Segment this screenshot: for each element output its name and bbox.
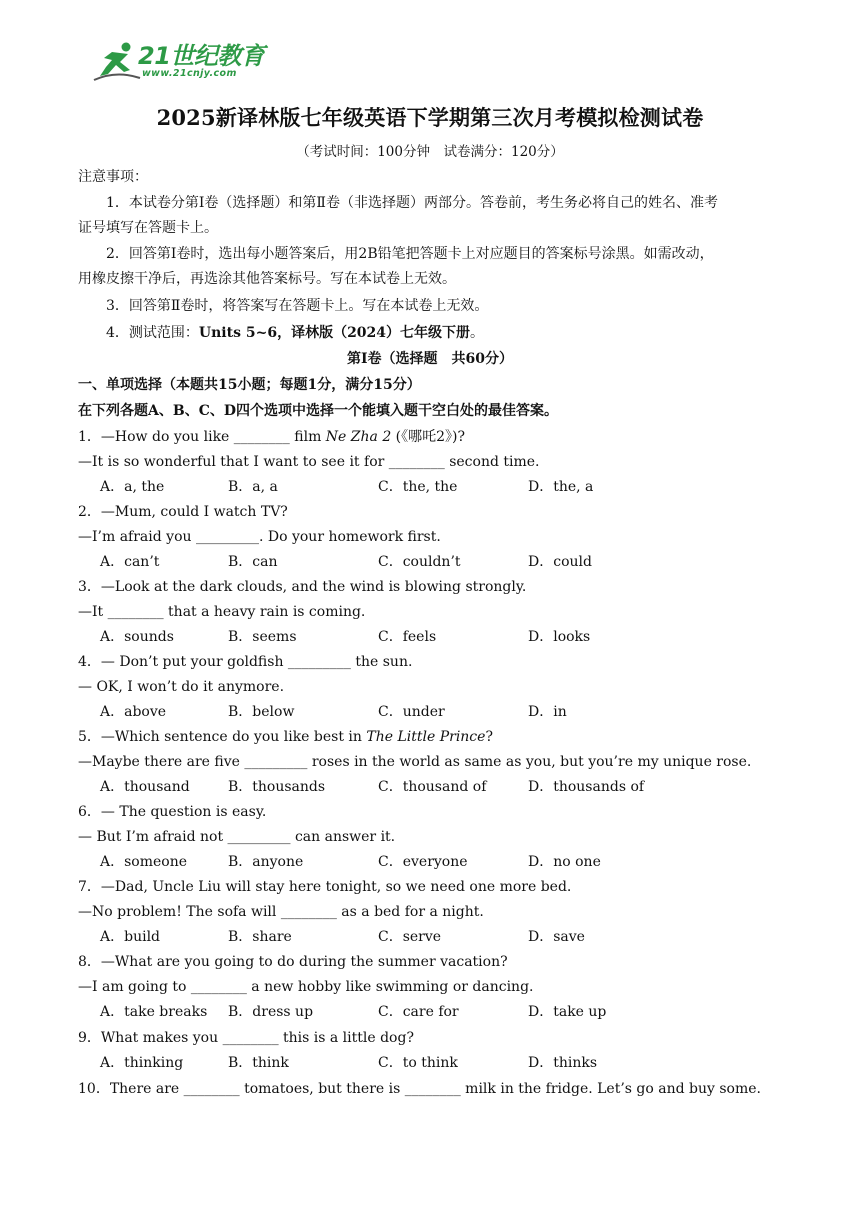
option-a[interactable]: A．build: [100, 929, 161, 945]
question-3-reply: —It ________ that a heavy rain is coming.: [78, 604, 366, 620]
logo-url: www.21cnjy.com: [142, 68, 237, 79]
notice-item-3: 3．回答第Ⅱ卷时，将答案写在答题卡上。写在本试卷上无效。: [106, 298, 489, 314]
option-b[interactable]: B．below: [228, 704, 295, 720]
option-b[interactable]: B．anyone: [228, 854, 304, 870]
option-a[interactable]: A．someone: [100, 854, 188, 870]
option-a[interactable]: A．can’t: [100, 554, 160, 570]
question-7-reply: —No problem! The sofa will ________ as a bed for a night.: [78, 904, 484, 920]
question-10: 10．There are ________ tomatoes, but there is ________ milk in the fridge. Let’s go and buy some.: [78, 1081, 761, 1097]
notice-item-1a: 1．本试卷分第Ⅰ卷（选择题）和第Ⅱ卷（非选择题）两部分。答卷前，考生务必将自己的姓名、准考: [106, 195, 718, 211]
question-2-reply: —I’m afraid you _________. Do your homework first.: [78, 529, 441, 545]
question-4: 4．— Don’t put your goldfish _________ the sun.: [78, 654, 413, 670]
part1-title: 第Ⅰ卷（选择题 共60分）: [346, 351, 514, 367]
notice-item-2a: 2．回答第Ⅰ卷时，选出每小题答案后，用2B铅笔把答题卡上对应题目的答案标号涂黑。如需改动，: [106, 246, 714, 262]
question-4-reply: — OK, I won’t do it anymore.: [78, 679, 285, 695]
option-d[interactable]: D．thinks: [528, 1055, 598, 1071]
option-c[interactable]: C．to think: [378, 1055, 458, 1071]
section1-heading: 一、单项选择（本题共15小题；每题1分，满分15分）: [78, 377, 421, 393]
option-c[interactable]: C．the, the: [378, 479, 458, 495]
option-c[interactable]: C．feels: [378, 629, 437, 645]
option-b[interactable]: B．share: [228, 929, 292, 945]
question-6-reply: — But I’m afraid not _________ can answer it.: [78, 829, 396, 845]
option-c[interactable]: C．everyone: [378, 854, 468, 870]
exam-info: （考试时间：100分钟 试卷满分：120分）: [296, 144, 564, 160]
option-c[interactable]: C．under: [378, 704, 445, 720]
option-a[interactable]: A．thousand: [100, 779, 190, 795]
option-b[interactable]: B．a, a: [228, 479, 278, 495]
question-8-reply: —I am going to ________ a new hobby like swimming or dancing.: [78, 979, 534, 995]
option-a[interactable]: A．sounds: [100, 629, 174, 645]
option-b[interactable]: B．can: [228, 554, 278, 570]
option-a[interactable]: A．above: [100, 704, 167, 720]
option-a[interactable]: A．a, the: [100, 479, 165, 495]
option-d[interactable]: D．could: [528, 554, 592, 570]
question-5: 5．—Which sentence do you like best in The Little Prince?: [78, 729, 493, 745]
option-b[interactable]: B．thousands: [228, 779, 326, 795]
question-2: 2．—Mum, could I watch TV?: [78, 504, 288, 520]
question-8: 8．—What are you going to do during the summer vacation?: [78, 954, 508, 970]
site-logo: [90, 40, 265, 84]
option-c[interactable]: C．thousand of: [378, 779, 487, 795]
question-9: 9．What makes you ________ this is a little dog?: [78, 1030, 414, 1046]
question-1: 1．—How do you like ________ film Ne Zha 2 (《哪吒2》)?: [78, 429, 466, 445]
option-c[interactable]: C．care for: [378, 1004, 459, 1020]
option-b[interactable]: B．dress up: [228, 1004, 314, 1020]
question-6: 6．— The question is easy.: [78, 804, 267, 820]
notice-item-1b: 证号填写在答题卡上。: [78, 220, 218, 236]
section1-instruction: 在下列各题A、B、C、D四个选项中选择一个能填入题干空白处的最佳答案。: [78, 403, 558, 419]
option-d[interactable]: D．looks: [528, 629, 591, 645]
option-b[interactable]: B．seems: [228, 629, 297, 645]
option-a[interactable]: A．take breaks: [100, 1004, 208, 1020]
option-b[interactable]: B．think: [228, 1055, 289, 1071]
page-title: 2025新译林版七年级英语下学期第三次月考模拟检测试卷: [156, 105, 704, 130]
question-3: 3．—Look at the dark clouds, and the wind is blowing strongly.: [78, 579, 527, 595]
notice-item-2b: 用橡皮擦干净后，再选涂其他答案标号。写在本试卷上无效。: [78, 271, 456, 287]
option-d[interactable]: D．save: [528, 929, 585, 945]
option-d[interactable]: D．thousands of: [528, 779, 645, 795]
option-c[interactable]: C．serve: [378, 929, 442, 945]
notice-item-4: 4．测试范围：Units 5~6，译林版（2024）七年级下册。: [106, 325, 485, 341]
option-d[interactable]: D．in: [528, 704, 567, 720]
option-d[interactable]: D．no one: [528, 854, 601, 870]
question-1-reply: —It is so wonderful that I want to see it for ________ second time.: [78, 454, 540, 470]
notice-heading: 注意事项：: [78, 169, 148, 185]
question-7: 7．—Dad, Uncle Liu will stay here tonight, so we need one more bed.: [78, 879, 572, 895]
option-d[interactable]: D．the, a: [528, 479, 594, 495]
option-c[interactable]: C．couldn’t: [378, 554, 461, 570]
logo-brand: 21世纪教育: [138, 42, 265, 70]
question-5-reply: —Maybe there are five _________ roses in the world as same as you, but you’re my unique rose.: [78, 754, 752, 770]
running-man-icon: [90, 40, 142, 84]
option-d[interactable]: D．take up: [528, 1004, 607, 1020]
option-a[interactable]: A．thinking: [100, 1055, 184, 1071]
